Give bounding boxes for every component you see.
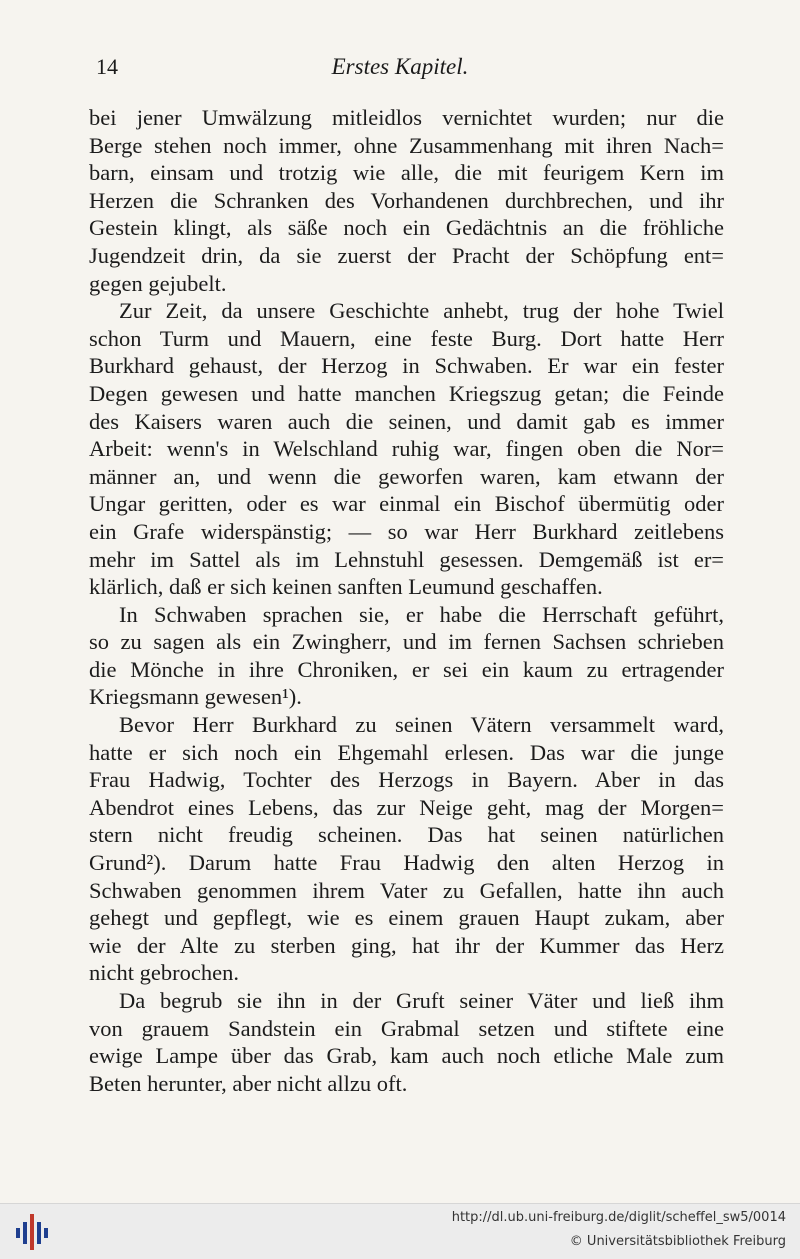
text-line: schon Turm und Mauern, eine feste Burg. Dort hatte Herr bbox=[89, 325, 724, 351]
text-line: mehr im Sattel als im Lehnstuhl gesessen. Demgemäß ist er= bbox=[89, 546, 724, 572]
text-line: Herzen die Schranken des Vorhandenen durchbrechen, und ihr bbox=[89, 187, 724, 213]
page-number: 14 bbox=[96, 54, 118, 79]
text-line: Frau Hadwig, Tochter des Herzogs in Bayern. Aber in das bbox=[89, 767, 724, 793]
text-line: hatte er sich noch ein Ehgemahl erlesen. Das war die junge bbox=[89, 739, 724, 765]
running-head: Erstes Kapitel. bbox=[331, 54, 469, 79]
text-line: so zu sagen als ein Zwingherr, und im fernen Sachsen schrieben bbox=[89, 629, 724, 655]
text-line: Schwaben genommen ihrem Vater zu Gefallen, hatte ihn auch bbox=[89, 877, 724, 903]
text-line: Kriegsmann gewesen¹). bbox=[89, 684, 302, 710]
text-line: männer an, und wenn die geworfen waren, kam etwann der bbox=[89, 463, 724, 489]
text-line: gegen gejubelt. bbox=[89, 270, 227, 296]
text-line: In Schwaben sprachen sie, er habe die Herrschaft geführt, bbox=[119, 601, 724, 627]
text-line: ewige Lampe über das Grab, kam auch noch etliche Male zum bbox=[89, 1043, 724, 1069]
text-line: Berge stehen noch immer, ohne Zusammenhang mit ihren Nach= bbox=[89, 132, 724, 158]
text-line: barn, einsam und trotzig wie alle, die mit feurigem Kern im bbox=[89, 160, 724, 186]
text-line: Gestein klingt, als säße noch ein Gedächtnis an die fröhliche bbox=[89, 215, 724, 241]
text-line: Burkhard gehaust, der Herzog in Schwaben. Er war ein fester bbox=[89, 353, 724, 379]
text-line: Ungar geritten, oder es war einmal ein Bischof übermütig oder bbox=[89, 491, 724, 517]
permalink-url[interactable]: http://dl.ub.uni-freiburg.de/diglit/scheffel_sw5/0014 bbox=[451, 1210, 786, 1225]
copyright-notice: © Universitätsbibliothek Freiburg bbox=[569, 1234, 786, 1249]
text-line: Da begrub sie ihn in der Gruft seiner Väter und ließ ihm bbox=[119, 988, 724, 1013]
text-line: von grauem Sandstein ein Grabmal setzen und stiftete eine bbox=[89, 1015, 724, 1041]
text-line: Arbeit: wenn's in Welschland ruhig war, fingen oben die Nor= bbox=[89, 436, 724, 462]
text-line: ein Grafe widerspänstig; — so war Herr Burkhard zeitlebens bbox=[89, 518, 724, 544]
text-line: gehegt und gepflegt, wie es einem grauen Haupt zukam, aber bbox=[89, 905, 724, 931]
text-line: Degen gewesen und hatte manchen Kriegszug getan; die Feinde bbox=[89, 380, 724, 406]
text-line: nicht gebrochen. bbox=[89, 960, 239, 986]
viewer-footer bbox=[0, 1203, 800, 1259]
text-line: Jugendzeit drin, da sie zuerst der Pracht der Schöpfung ent= bbox=[89, 242, 724, 268]
text-line: die Mönche in ihre Chroniken, er sei ein kaum zu ertragender bbox=[89, 656, 724, 682]
text-line: wie der Alte zu sterben ging, hat ihr der Kummer das Herz bbox=[89, 932, 724, 958]
text-line: klärlich, daß er sich keinen sanften Leumund geschaffen. bbox=[89, 574, 603, 600]
ub-freiburg-logo-icon[interactable] bbox=[14, 1212, 50, 1252]
text-line: Grund²). Darum hatte Frau Hadwig den alten Herzog in bbox=[89, 850, 724, 876]
text-line: Zur Zeit, da unsere Geschichte anhebt, trug der hohe Twiel bbox=[119, 298, 724, 324]
text-line: Beten herunter, aber nicht allzu oft. bbox=[89, 1070, 408, 1096]
text-line: bei jener Umwälzung mitleidlos vernichtet wurden; nur die bbox=[89, 105, 724, 130]
text-line: Bevor Herr Burkhard zu seinen Vätern versammelt ward, bbox=[119, 712, 724, 738]
text-line: Abendrot eines Lebens, das zur Neige geht, mag der Morgen= bbox=[89, 794, 724, 820]
body-text bbox=[89, 104, 724, 1097]
text-line: stern nicht freudig scheinen. Das hat seinen natürlichen bbox=[89, 822, 724, 848]
text-line: des Kaisers waren auch die seinen, und damit gab es immer bbox=[89, 408, 724, 434]
